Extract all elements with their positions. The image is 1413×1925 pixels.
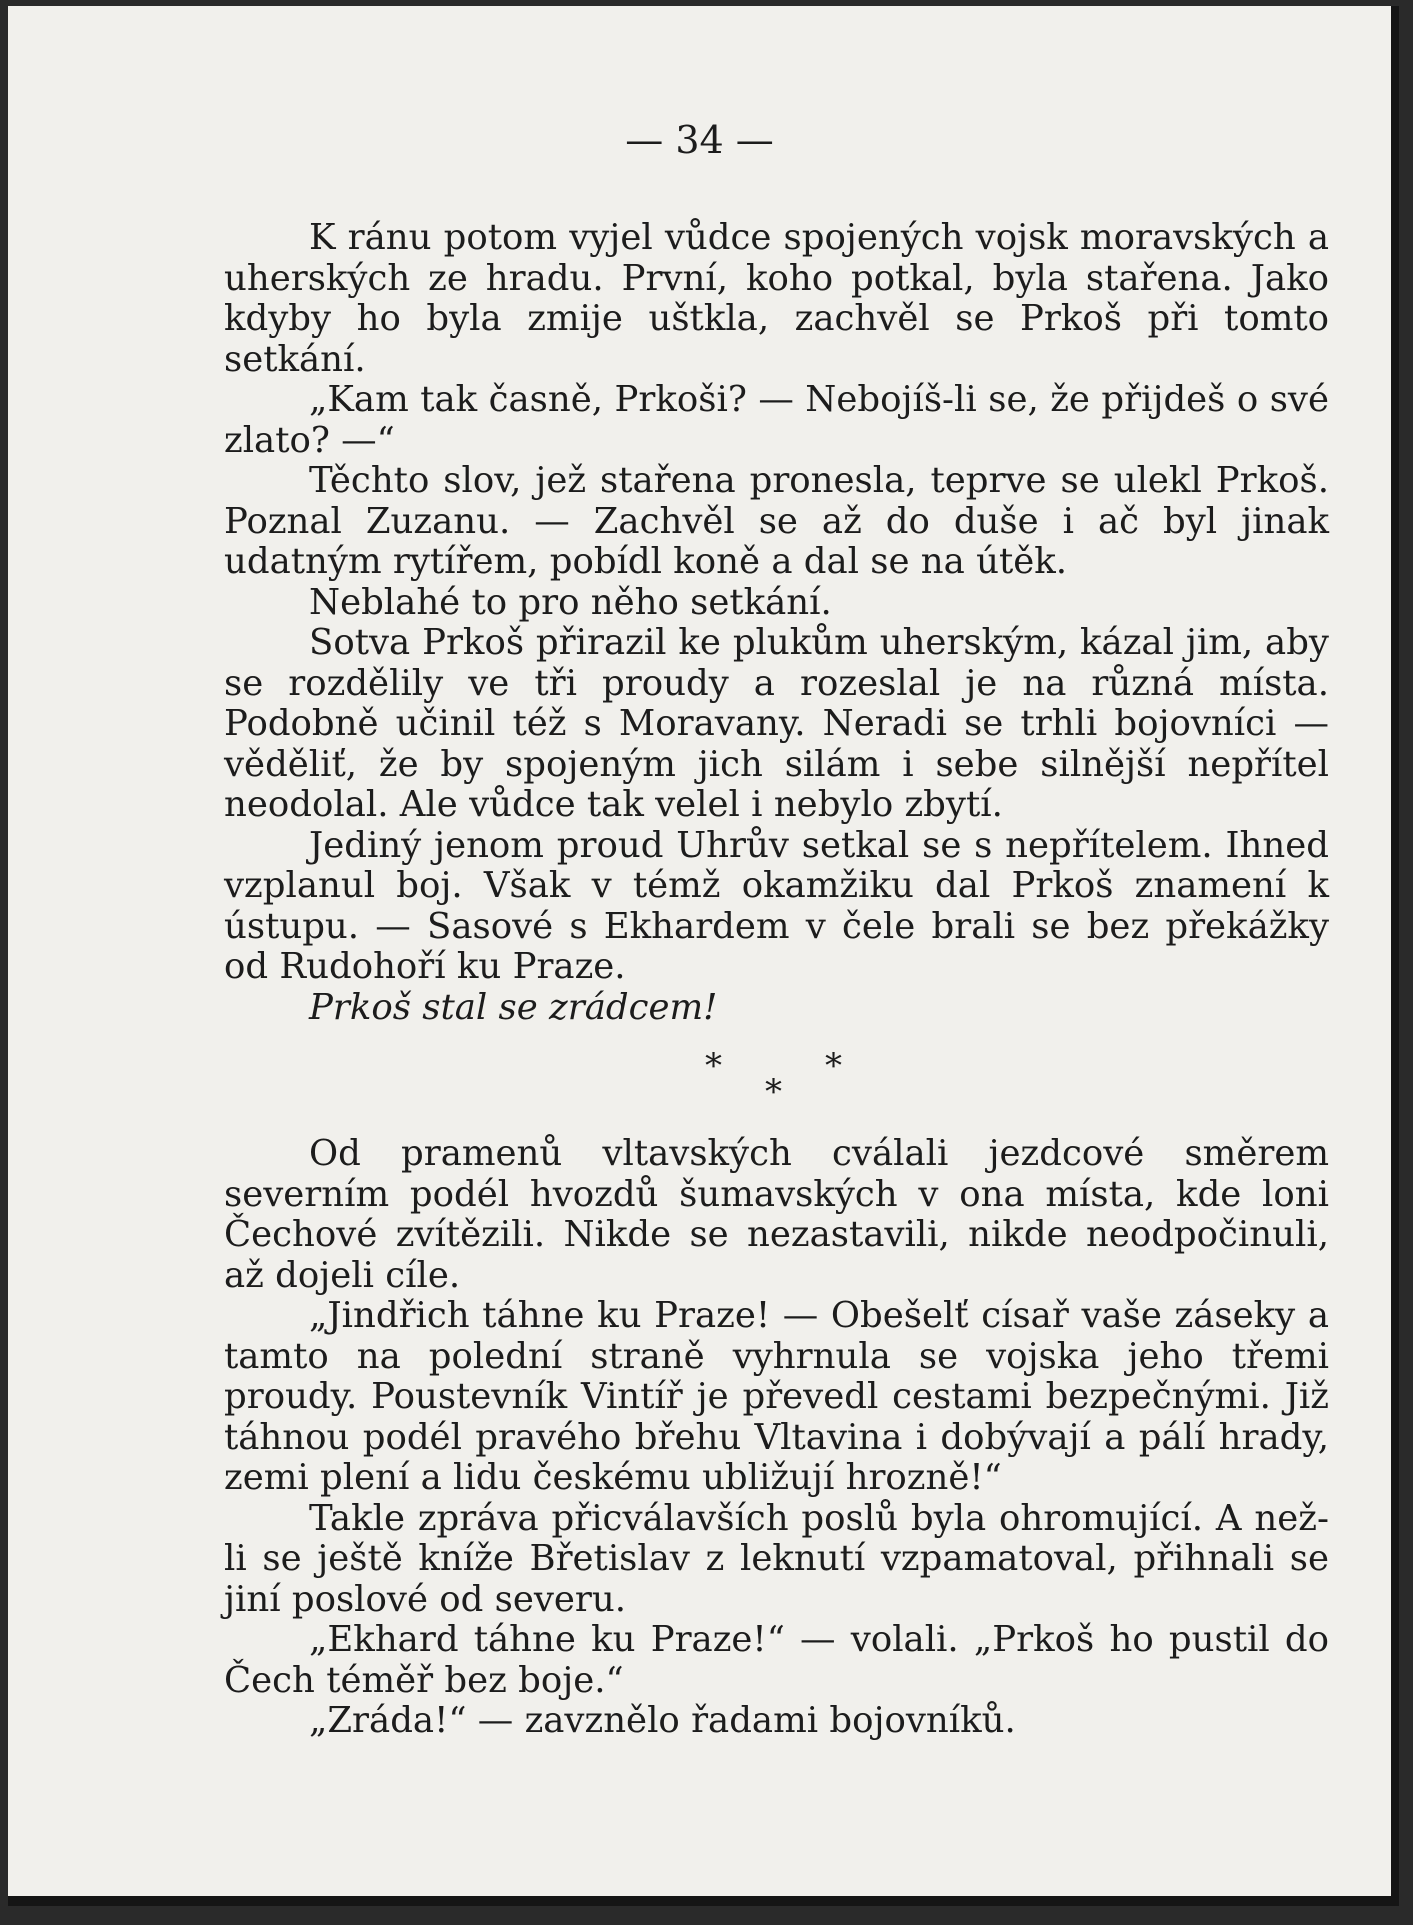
paragraph: K ránu potom vyjel vůdce spojených vojsk moravských a uherských ze hradu. První, koho potkal, byla stařena. Jako kdyby ho byla zmije uštkla, zachvěl se Prkoš při tomto setkání. <box>224 217 1329 380</box>
paragraph: „Ekhard táhne ku Praze!“ — volali. „Prkoš ho pustil do Čech téměř bez boje.“ <box>224 1619 1329 1701</box>
paragraph: Takle zpráva přicválavších poslů byla ohromující. A než-li se ještě kníže Břetislav z leknutí vzpamatoval, přihnali se jiní poslové od severu. <box>224 1497 1329 1620</box>
paragraph: „Zráda!“ — zavznělo řadami bojovníků. <box>309 1700 1016 1741</box>
paragraph: „Kam tak časně, Prkoši? — Nebojíš-li se, že přijdeš o své zlato? —“ <box>224 379 1329 461</box>
section-two <box>224 1134 1329 1742</box>
asterisk: * <box>825 1046 842 1086</box>
paragraph: Od pramenů vltavských cválali jezdcové směrem severním podél hvozdů šumavských v ona místa, kde loni Čechové zvítězili. Nikde se nezastavili, nikde neodpočinuli, až dojeli cíle. <box>224 1133 1329 1296</box>
asterism-separator <box>8 1046 1391 1112</box>
asterisk: * <box>705 1046 722 1086</box>
book-page <box>8 6 1399 1906</box>
paragraph: Jediný jenom proud Uhrův setkal se s nepřítelem. Ihned vzplanul boj. Však v témž okamžiku dal Prkoš znamení k ústupu. — Sasové s Ekhardem v čele brali se bez překážky od Rudohoří ku Praze. <box>224 824 1329 987</box>
paragraph: Neblahé to pro něho setkání. <box>309 581 832 623</box>
italic-paragraph: Prkoš stal se zrádcem! <box>309 986 718 1028</box>
paragraph: Sotva Prkoš přirazil ke plukům uherským, kázal jim, aby se rozdělily ve tři proudy a rozeslal je na různá místa. Podobně učinil též s Moravany. Neradi se trhli bojovníci — věděliť, že by spojeným jich silám i sebe silnější nepřítel neodolal. Ale vůdce tak velel i nebylo zbytí. <box>224 622 1329 825</box>
section-one <box>224 218 1329 1028</box>
paragraph: „Jindřich táhne ku Praze! — Obešelť císař vaše záseky a tamto na polední straně vyhrnula se vojska jeho třemi proudy. Poustevník Vintíř je převedl cestami bezpečnými. Již táhnou podél pravého břehu Vltavina i dobývají a pálí hrady, zemi plení a lidu českému ubližují hrozně!“ <box>224 1295 1329 1498</box>
page-number: — 34 — <box>625 118 774 162</box>
asterisk: * <box>765 1072 782 1112</box>
paragraph: Těchto slov, jež stařena pronesla, teprve se ulekl Prkoš. Poznal Zuzanu. — Zachvěl se až do duše i ač byl jinak udatným rytířem, pobídl koně a dal se na útěk. <box>224 460 1329 582</box>
